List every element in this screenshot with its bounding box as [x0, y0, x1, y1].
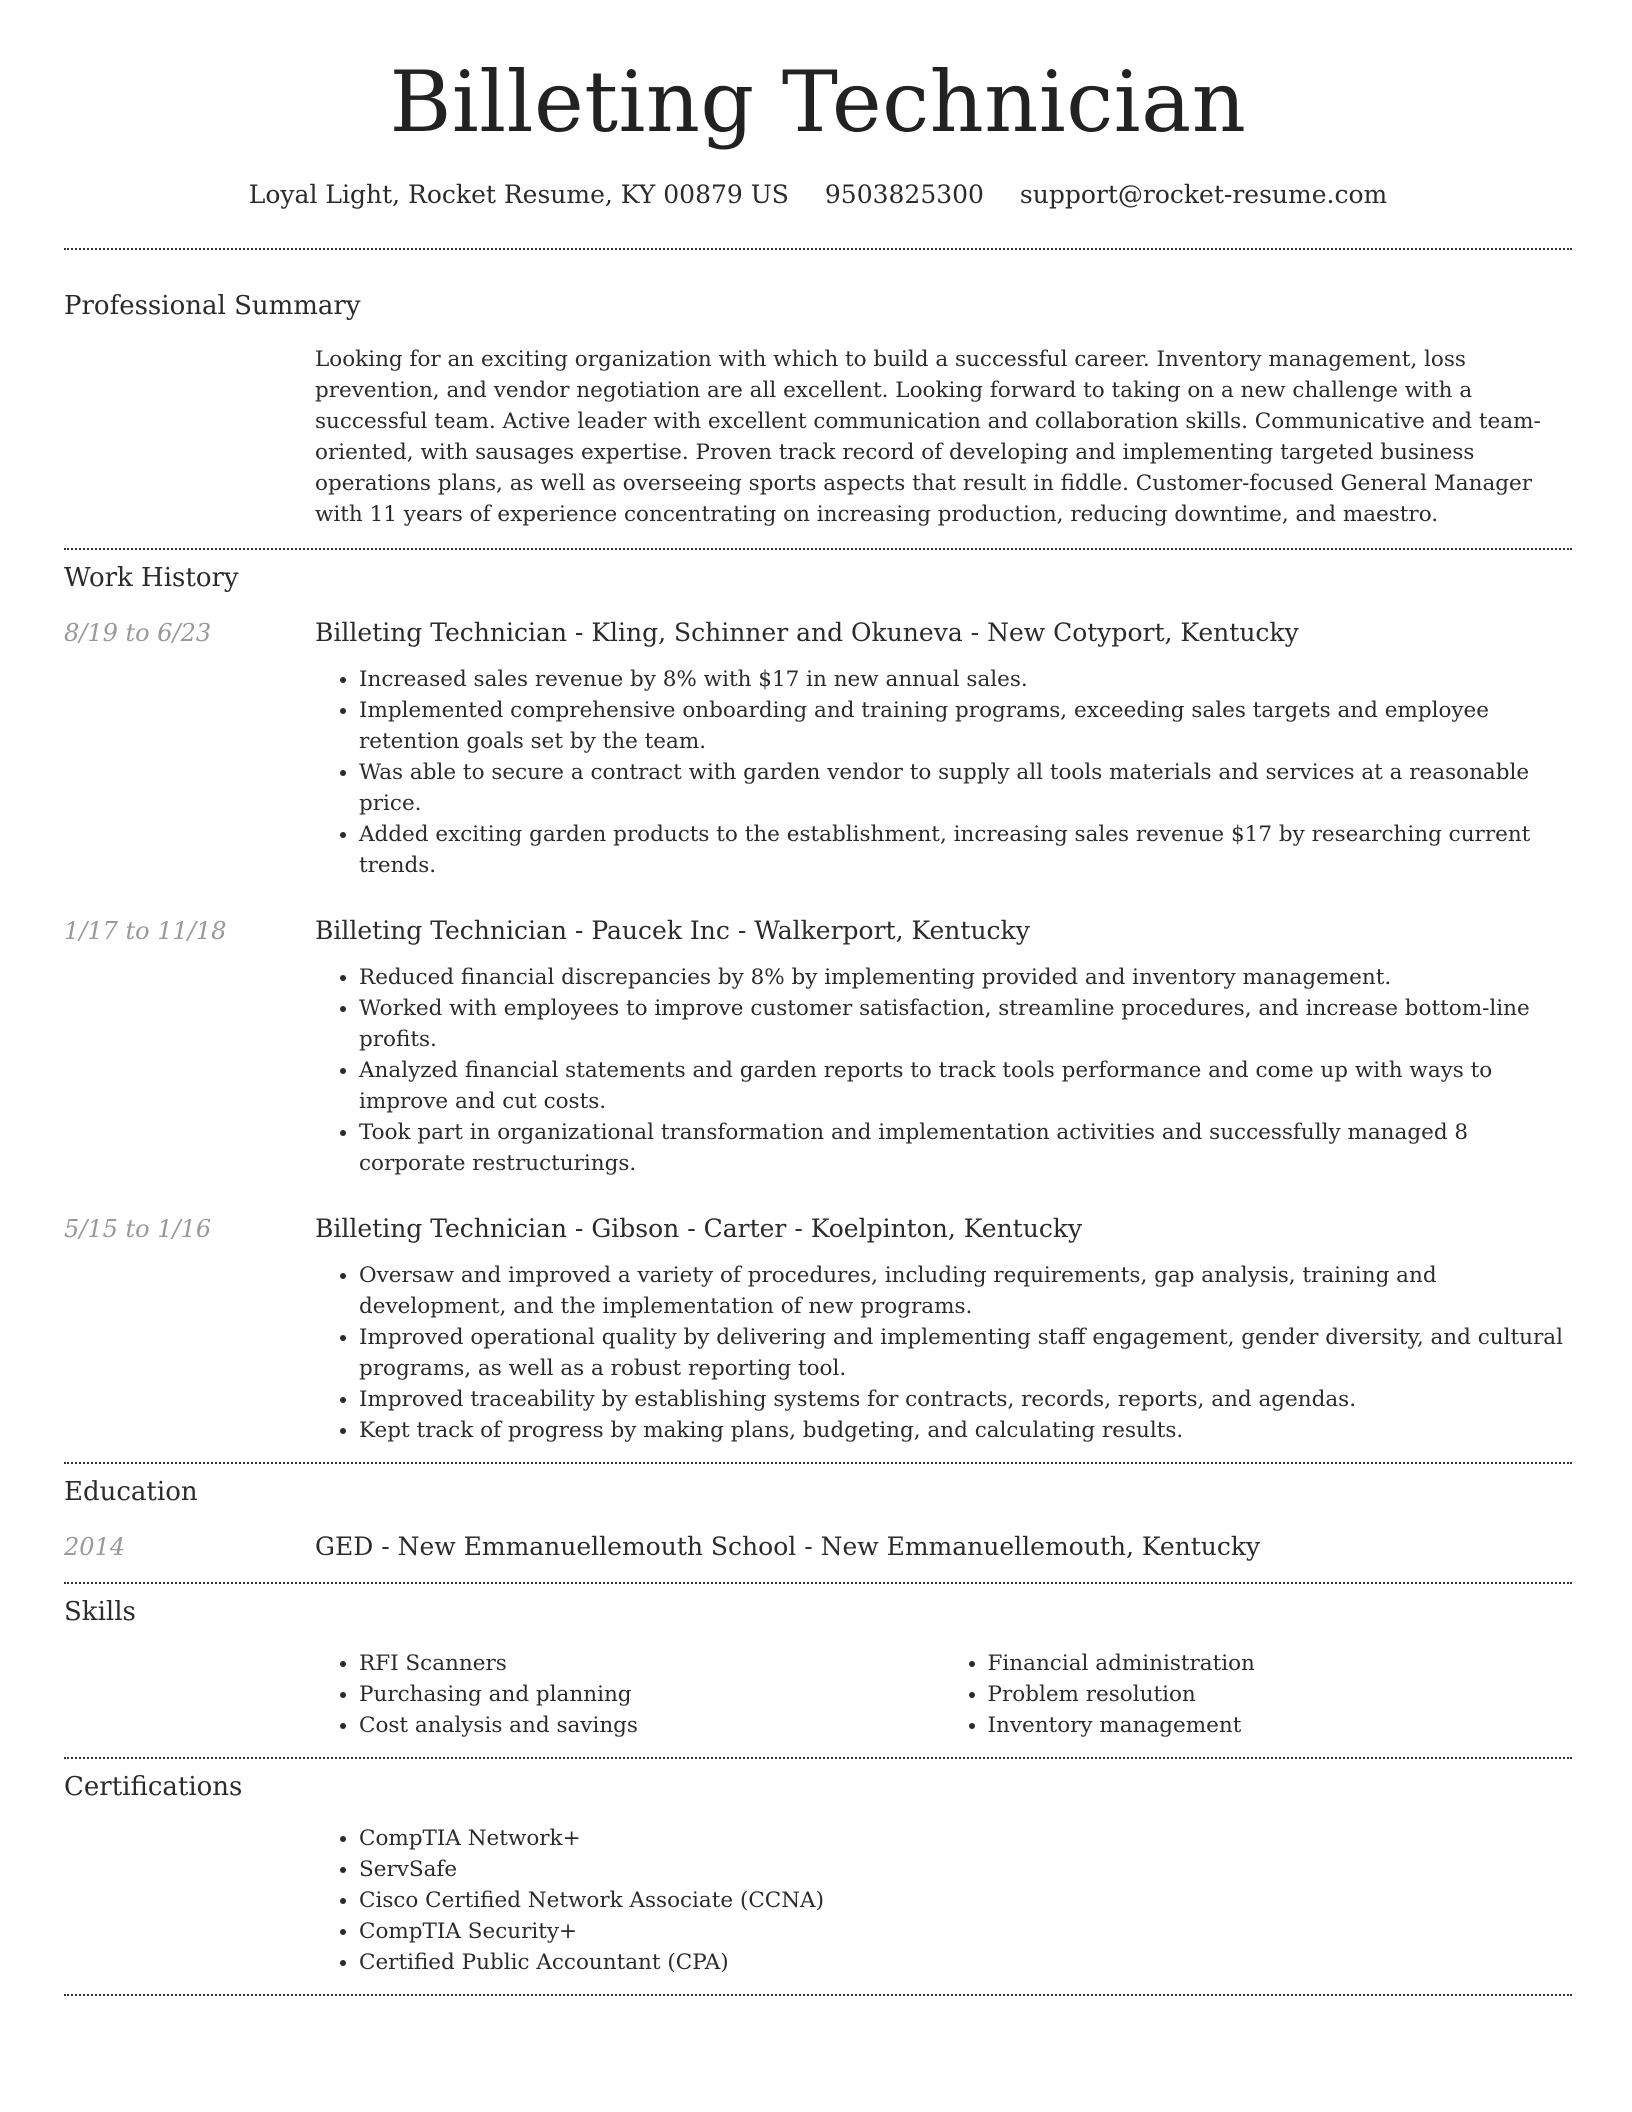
resume-page	[64, 0, 1572, 1996]
divider	[64, 1994, 1572, 1996]
certification-item: • Cisco Certified Network Associate (CCNA)	[359, 1885, 1572, 1916]
job-bullet: • Increased sales revenue by 8% with $17 in new annual sales.	[359, 664, 1572, 695]
work-section	[64, 562, 1572, 1446]
section-title-work: Work History	[64, 563, 239, 593]
job-bullet: • Oversaw and improved a variety of procedures, including requirements, gap analysis, training and development, and the implementation of new programs.	[359, 1260, 1572, 1322]
skills-list	[944, 1648, 1573, 1741]
job-bullet: • Kept track of progress by making plans, budgeting, and calculating results.	[359, 1415, 1572, 1446]
skills-list	[315, 1648, 944, 1741]
job-dates: 5/15 to 1/16	[64, 1215, 212, 1243]
summary-section	[64, 290, 1572, 530]
job-bullet: • Added exciting garden products to the establishment, increasing sales revenue $17 by researching current trends.	[359, 819, 1572, 881]
skill-item: • Financial administration	[988, 1648, 1573, 1679]
section-title-skills: Skills	[64, 1597, 136, 1627]
section-title-summary: Professional Summary	[64, 291, 361, 321]
job-entry	[64, 1214, 1572, 1446]
job-entry	[64, 916, 1572, 1179]
certification-item: • CompTIA Security+	[359, 1916, 1572, 1947]
contact-email: support@rocket-resume.com	[1019, 180, 1388, 209]
job-bullet: • Worked with employees to improve customer satisfaction, streamline procedures, and increase bottom-line profits.	[359, 993, 1572, 1055]
job-heading: Billeting Technician - Gibson - Carter - Koelpinton, Kentucky	[315, 1214, 1083, 1243]
skill-item: • Cost analysis and savings	[359, 1710, 944, 1741]
divider	[64, 1582, 1572, 1584]
education-year: 2014	[64, 1533, 126, 1561]
divider	[64, 248, 1572, 250]
divider	[64, 1757, 1572, 1759]
job-heading: Billeting Technician - Paucek Inc - Walkerport, Kentucky	[315, 916, 1030, 945]
job-bullets	[315, 664, 1572, 881]
education-entry: GED - New Emmanuellemouth School - New Emmanuellemouth, Kentucky	[315, 1532, 1261, 1561]
skill-item: • Problem resolution	[988, 1679, 1573, 1710]
certification-item: • Certified Public Accountant (CPA)	[359, 1947, 1572, 1978]
summary-text: Looking for an exciting organization with which to build a successful career. Inventory management, loss prevention, and vendor negotiation are all excellent. Looking forward to taking on a new challenge with a successful team. Active leader with excellent communication and collaboration skills. Communicative and team-oriented, with sausages expertise. Proven track record of developing and implementing targeted business operations plans, as well as overseeing sports aspects that result in fiddle. Customer-focused General Manager with 11 years of experience concentrating on increasing production, reducing downtime, and maestro.	[315, 347, 1541, 527]
certifications-list	[315, 1823, 1572, 1978]
divider	[64, 1462, 1572, 1464]
job-dates: 8/19 to 6/23	[64, 619, 212, 647]
divider	[64, 548, 1572, 550]
certifications-section	[64, 1771, 1572, 1978]
education-section	[64, 1476, 1572, 1562]
skill-item: • Inventory management	[988, 1710, 1573, 1741]
job-bullet: • Analyzed financial statements and garden reports to track tools performance and come up with ways to improve and cut costs.	[359, 1055, 1572, 1117]
contact-phone: 9503825300	[824, 180, 984, 209]
job-bullet: • Took part in organizational transformation and implementation activities and successfully managed 8 corporate restructurings.	[359, 1117, 1572, 1179]
skill-item: • Purchasing and planning	[359, 1679, 944, 1710]
job-bullet: • Improved operational quality by delivering and implementing staff engagement, gender diversity, and cultural programs, as well as a robust reporting tool.	[359, 1322, 1572, 1384]
job-bullets	[315, 1260, 1572, 1446]
section-title-certifications: Certifications	[64, 1772, 243, 1802]
contact-line	[64, 180, 1572, 210]
job-bullet: • Implemented comprehensive onboarding and training programs, exceeding sales targets and employee retention goals set by the team.	[359, 695, 1572, 757]
resume-name: Billeting Technician	[389, 53, 1247, 151]
certification-item: • CompTIA Network+	[359, 1823, 1572, 1854]
job-bullet: • Reduced financial discrepancies by 8% by implementing provided and inventory management.	[359, 962, 1572, 993]
job-bullet: • Improved traceability by establishing systems for contracts, records, reports, and agendas.	[359, 1384, 1572, 1415]
skills-section	[64, 1596, 1572, 1741]
job-bullet: • Was able to secure a contract with garden vendor to supply all tools materials and services at a reasonable price.	[359, 757, 1572, 819]
job-heading: Billeting Technician - Kling, Schinner and Okuneva - New Cotyport, Kentucky	[315, 618, 1299, 647]
contact-address: Loyal Light, Rocket Resume, KY 00879 US	[248, 180, 789, 209]
certification-item: • ServSafe	[359, 1854, 1572, 1885]
job-entry	[64, 618, 1572, 881]
skill-item: • RFI Scanners	[359, 1648, 944, 1679]
job-bullets	[315, 962, 1572, 1179]
section-title-education: Education	[64, 1477, 198, 1507]
job-dates: 1/17 to 11/18	[64, 917, 227, 945]
